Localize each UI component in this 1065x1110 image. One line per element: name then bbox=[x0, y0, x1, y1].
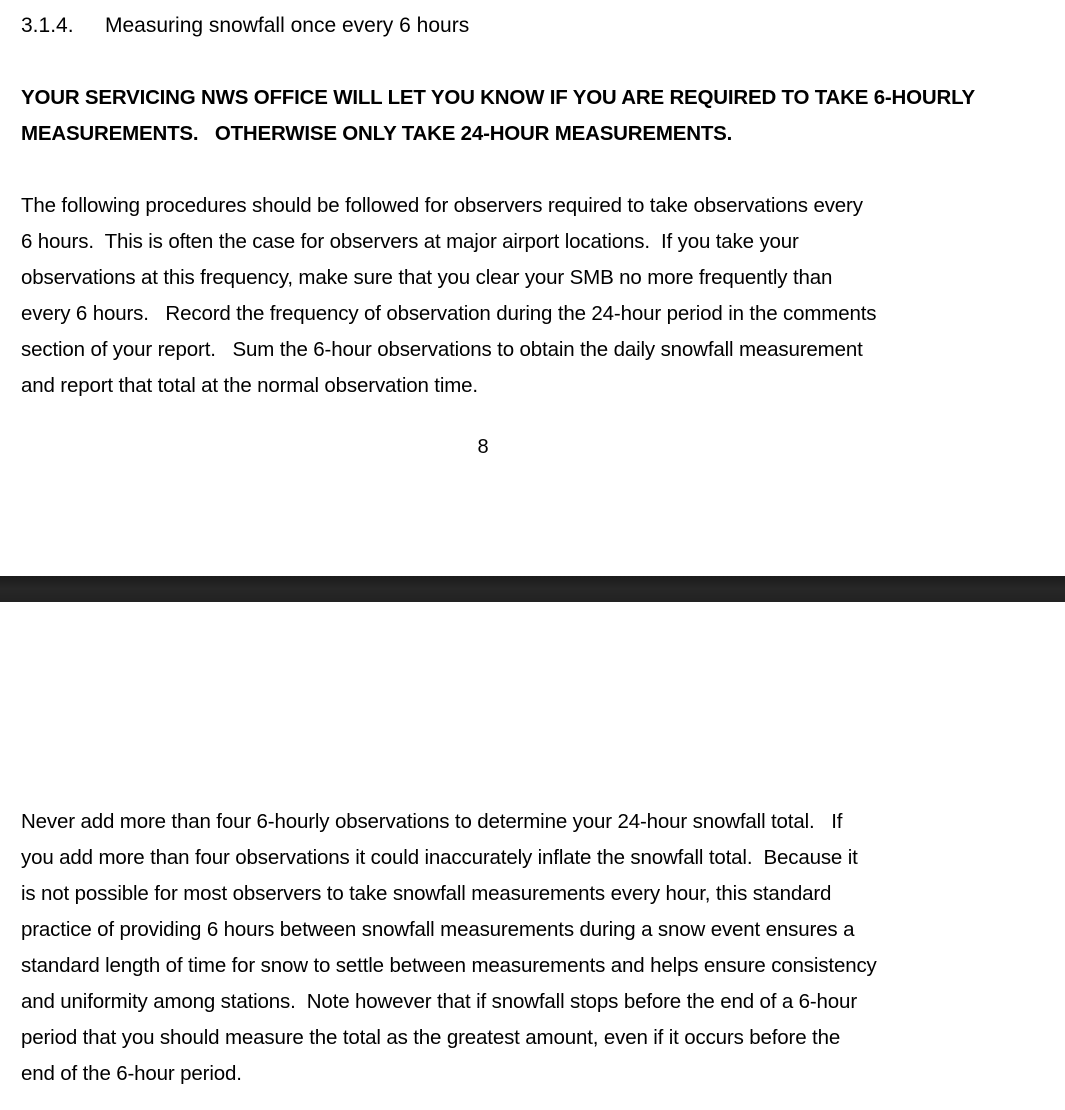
paragraph-line: The following procedures should be followed for observers required to take observations every bbox=[21, 194, 863, 217]
section-title: Measuring snowfall once every 6 hours bbox=[105, 14, 470, 37]
paragraph-line: practice of providing 6 hours between snowfall measurements during a snow event ensures a bbox=[21, 918, 855, 941]
paragraph-line: section of your report. Sum the 6-hour observations to obtain the daily snowfall measurement bbox=[21, 338, 863, 361]
paragraph-line: period that you should measure the total as the greatest amount, even if it occurs before the bbox=[21, 1026, 841, 1049]
page-separator bbox=[0, 576, 1065, 602]
paragraph-line: is not possible for most observers to take snowfall measurements every hour, this standard bbox=[21, 882, 832, 905]
paragraph-line: and report that total at the normal observation time. bbox=[21, 374, 478, 397]
paragraph-line: standard length of time for snow to settle between measurements and helps ensure consistency bbox=[21, 954, 877, 977]
paragraph-line: Never add more than four 6-hourly observations to determine your 24-hour snowfall total. If bbox=[21, 810, 843, 833]
paragraph-line: 6 hours. This is often the case for observers at major airport locations. If you take your bbox=[21, 230, 799, 253]
section-number: 3.1.4. bbox=[21, 14, 74, 37]
paragraph-line: you add more than four observations it could inaccurately inflate the snowfall total. Because it bbox=[21, 846, 858, 869]
paragraph-line: observations at this frequency, make sure that you clear your SMB no more frequently than bbox=[21, 266, 833, 289]
notice-line: MEASUREMENTS. OTHERWISE ONLY TAKE 24-HOUR MEASUREMENTS. bbox=[21, 122, 733, 145]
paragraph-line: and uniformity among stations. Note however that if snowfall stops before the end of a 6-hour bbox=[21, 990, 857, 1013]
paragraph-line: end of the 6-hour period. bbox=[21, 1062, 242, 1085]
document-page-bottom bbox=[0, 602, 1065, 1110]
page-number: 8 bbox=[477, 436, 489, 458]
section-heading bbox=[21, 11, 469, 41]
notice-line: YOUR SERVICING NWS OFFICE WILL LET YOU KNOW IF YOU ARE REQUIRED TO TAKE 6-HOURLY bbox=[21, 86, 976, 109]
paragraph-line: every 6 hours. Record the frequency of observation during the 24-hour period in the comments bbox=[21, 302, 877, 325]
